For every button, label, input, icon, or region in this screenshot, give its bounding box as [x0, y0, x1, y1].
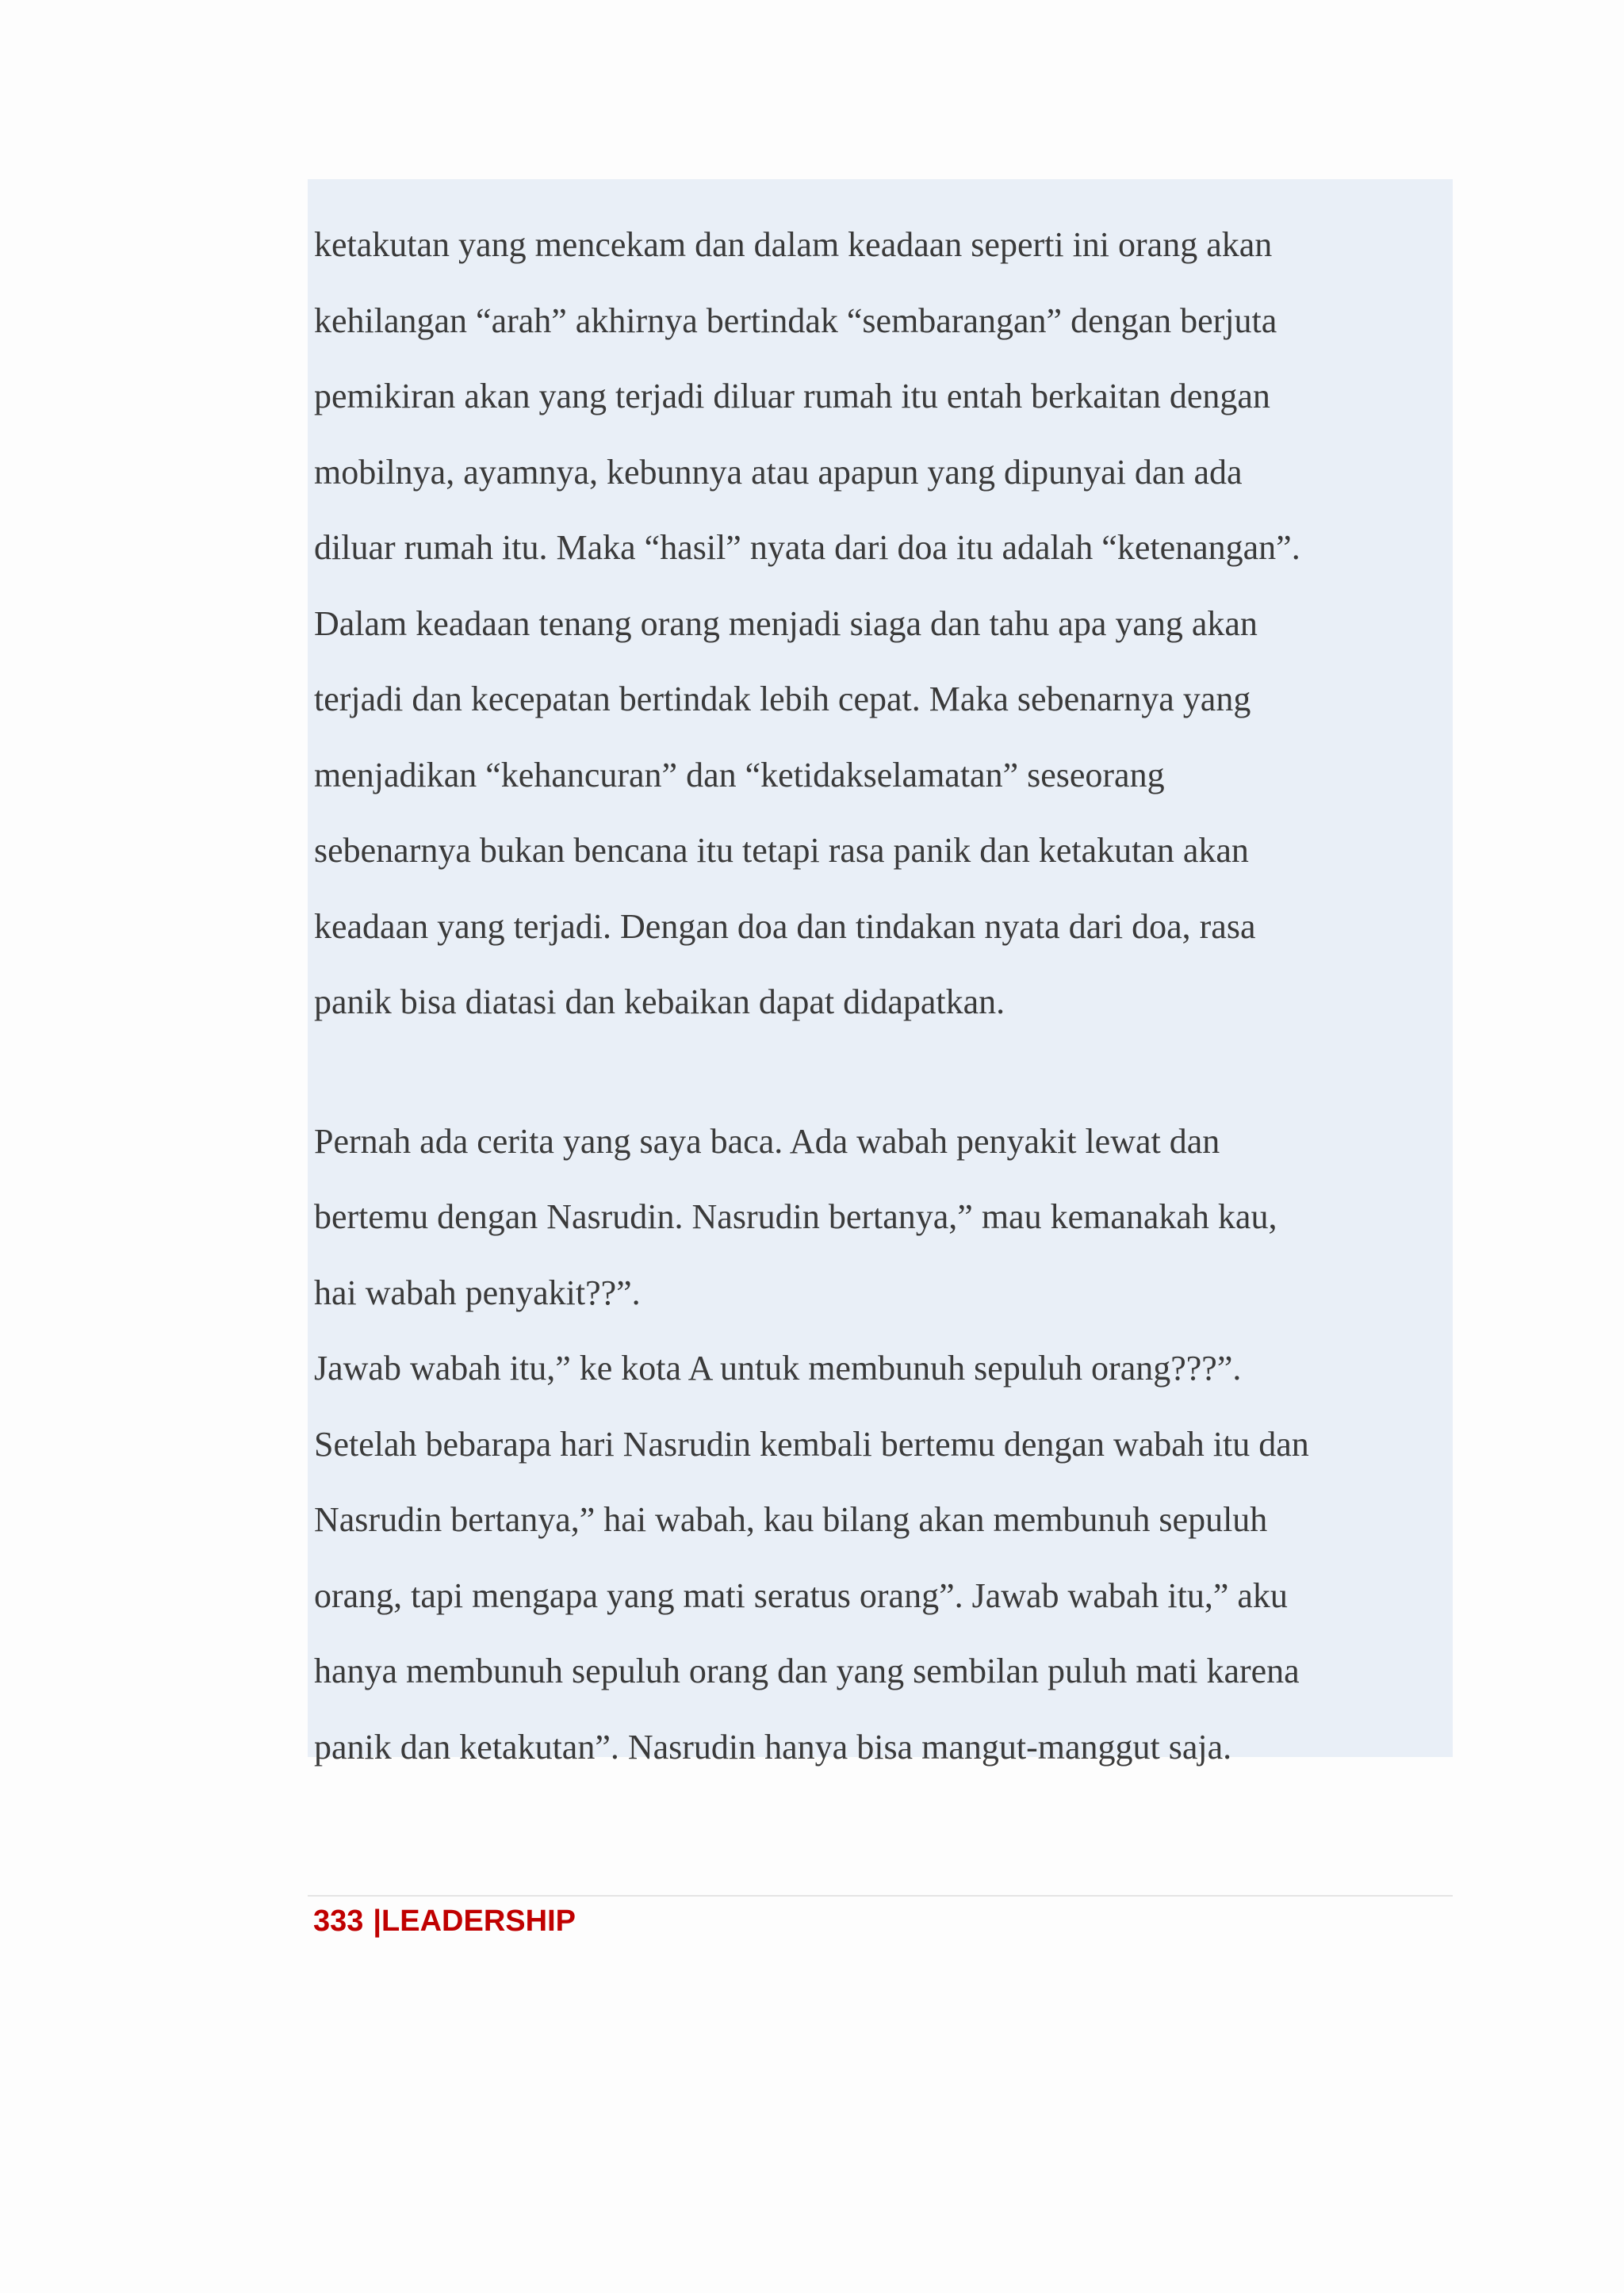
- text-line: bertemu dengan Nasrudin. Nasrudin bertanya,” mau kemanakah kau,: [314, 1197, 1277, 1236]
- page-footer: [313, 1899, 576, 1943]
- body-text: [308, 179, 1453, 1767]
- paragraph-1: [314, 207, 1453, 1040]
- text-line: hai wabah penyakit??”.: [314, 1273, 641, 1312]
- text-line: kehilangan “arah” akhirnya bertindak “sembarangan” dengan berjuta: [314, 301, 1277, 340]
- text-line: Jawab wabah itu,” ke kota A untuk membunuh sepuluh orang???”.: [314, 1349, 1242, 1388]
- text-line: menjadikan “kehancuran” dan “ketidakselamatan” seseorang: [314, 755, 1165, 794]
- text-line: terjadi dan kecepatan bertindak lebih cepat. Maka sebenarnya yang: [314, 679, 1251, 718]
- text-line: ketakutan yang mencekam dan dalam keadaan seperti ini orang akan: [314, 225, 1273, 264]
- text-line: hanya membunuh sepuluh orang dan yang sembilan puluh mati karena: [314, 1652, 1300, 1690]
- text-line: panik bisa diatasi dan kebaikan dapat didapatkan.: [314, 982, 1005, 1021]
- text-line: Dalam keadaan tenang orang menjadi siaga dan tahu apa yang akan: [314, 603, 1258, 643]
- footer-separator: |: [373, 1904, 382, 1938]
- book-title: LEADERSHIP: [381, 1904, 576, 1938]
- paragraph-2: [314, 1104, 1453, 1786]
- text-line: sebenarnya bukan bencana itu tetapi rasa panik dan ketakutan akan: [314, 831, 1249, 870]
- text-line: Pernah ada cerita yang saya baca. Ada wabah penyakit lewat dan: [314, 1121, 1220, 1161]
- text-line: keadaan yang terjadi. Dengan doa dan tindakan nyata dari doa, rasa: [314, 906, 1256, 946]
- text-line: mobilnya, ayamnya, kebunnya atau apapun yang dipunyai dan ada: [314, 452, 1243, 492]
- text-line: pemikiran akan yang terjadi diluar rumah itu entah berkaitan dengan: [314, 377, 1270, 415]
- text-line: Setelah bebarapa hari Nasrudin kembali bertemu dengan wabah itu dan: [314, 1424, 1309, 1464]
- page-number: 333: [313, 1904, 364, 1938]
- text-line: orang, tapi mengapa yang mati seratus orang”. Jawab wabah itu,” aku: [314, 1575, 1288, 1615]
- text-line: Nasrudin bertanya,” hai wabah, kau bilang akan membunuh sepuluh: [314, 1500, 1268, 1539]
- text-line: panik dan ketakutan”. Nasrudin hanya bisa mangut-manggut saja.: [314, 1727, 1232, 1767]
- paragraph-gap: [314, 1040, 1453, 1104]
- text-line: diluar rumah itu. Maka “hasil” nyata dari doa itu adalah “ketenangan”.: [314, 528, 1300, 567]
- footer-divider: [308, 1895, 1453, 1897]
